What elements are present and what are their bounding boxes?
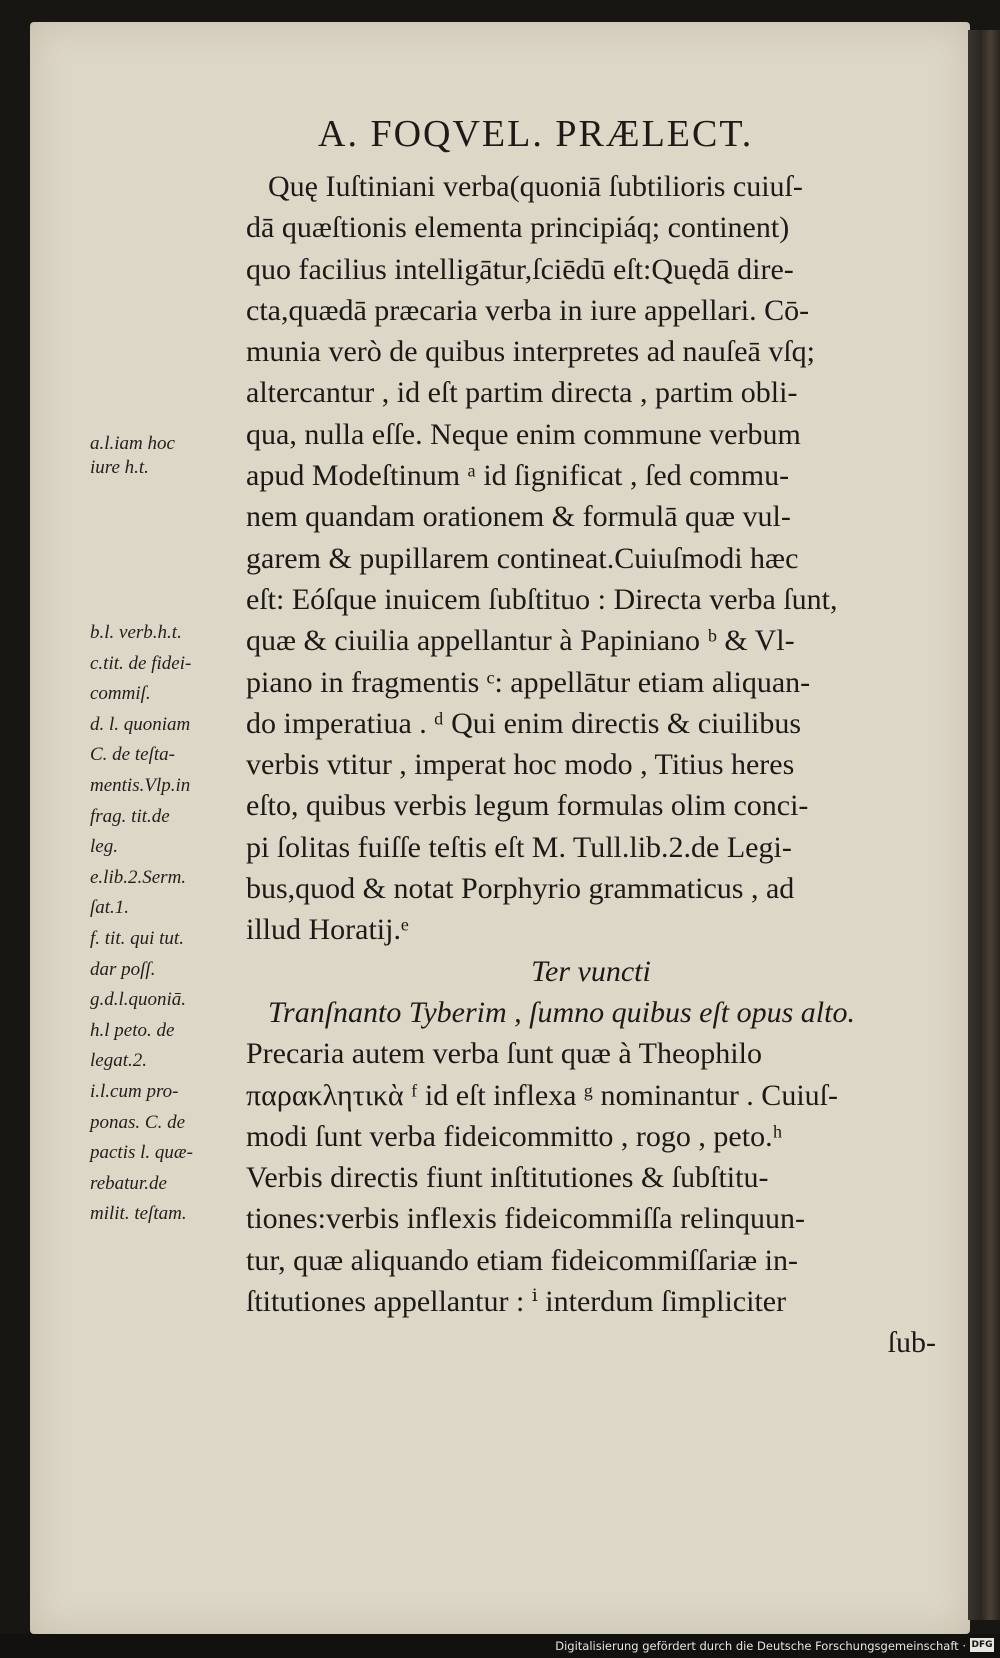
text-line: apud Modeſtinum ᵃ id ſignificat , ſed commu- bbox=[246, 459, 790, 493]
text-line: munia verò de quibus interpretes ad nauſeā vſq; bbox=[246, 335, 815, 369]
margin-note: frag. tit.de bbox=[90, 805, 170, 827]
margin-note: ſat.1. bbox=[90, 897, 130, 919]
text-line: cta,quædā præcaria verba in iure appellari. Cō- bbox=[246, 293, 810, 327]
text-line: tur, quæ aliquando etiam fideicommiſſariæ in- bbox=[246, 1243, 799, 1277]
text-line: eſt: Eóſque inuicem ſubſtituo : Directa verba ſunt, bbox=[246, 582, 838, 616]
text-line: παρακλητικὰ ᶠ id eſt inflexa ᵍ nominantur . Cuiuſ- bbox=[246, 1078, 838, 1112]
verse-line: Tranſnanto Tyberim , ſumno quibus eſt opus alto. bbox=[268, 995, 855, 1029]
text-line: do imperatiua . ᵈ Qui enim directis & ciuilibus bbox=[246, 706, 802, 740]
verse-heading: Ter vuncti bbox=[531, 954, 651, 988]
margin-note: rebatur.de bbox=[90, 1172, 167, 1194]
margin-note: iure h.t. bbox=[90, 457, 149, 478]
margin-note: legat.2. bbox=[90, 1050, 147, 1072]
margin-note: g.d.l.quoniā. bbox=[90, 989, 187, 1011]
footer-bar bbox=[0, 1634, 1000, 1658]
margin-note: pactis l. quæ- bbox=[90, 1142, 193, 1164]
text-line: garem & pupillarem contineat.Cuiuſmodi hæc bbox=[246, 541, 799, 575]
text-line: eſto, quibus verbis legum formulas olim conci- bbox=[246, 789, 809, 823]
margin-notes-a bbox=[90, 432, 250, 480]
text-line: piano in fragmentis ᶜ: appellātur etiam aliquan- bbox=[246, 665, 811, 699]
text-line: dā quæſtionis elementa principiáq; continent) bbox=[246, 211, 790, 245]
margin-note: dar poſſ. bbox=[90, 958, 156, 980]
text-line: pi ſolitas fuiſſe teſtis eſt M. Tull.lib.2.de Legi- bbox=[246, 830, 792, 864]
text-line: illud Horatij.ᵉ bbox=[246, 913, 409, 947]
text-line: Quę Iuſtiniani verba(quoniā ſubtilioris cuiuſ- bbox=[268, 170, 803, 203]
margin-note: i.l.cum pro- bbox=[90, 1080, 179, 1102]
text-line: altercantur , id eſt partim directa , partim obli- bbox=[246, 376, 798, 410]
text-line: tiones:verbis inflexis fideicommiſſa relinquun- bbox=[246, 1202, 806, 1236]
text-line: Verbis directis fiunt inſtitutiones & ſubſtitu- bbox=[246, 1161, 769, 1195]
margin-note: commiſ. bbox=[90, 683, 151, 705]
text-line: verbis vtitur , imperat hoc modo , Titius heres bbox=[246, 748, 795, 782]
running-header: A. FOQVEL. PRÆLECT. bbox=[318, 113, 754, 155]
text-line: ſtitutiones appellantur : ⁱ interdum ſimpliciter bbox=[246, 1285, 787, 1319]
margin-note: ponas. C. de bbox=[90, 1111, 185, 1133]
margin-note: h.l peto. de bbox=[90, 1019, 175, 1041]
catchword: ſub- bbox=[887, 1326, 936, 1360]
text-line: nem quandam orationem & formulā quæ vul- bbox=[246, 500, 791, 534]
text-line: modi ſunt verba fideicommitto , rogo , peto.ʰ bbox=[246, 1119, 783, 1153]
body-text bbox=[246, 166, 936, 1364]
margin-note: d. l. quoniam bbox=[90, 713, 191, 735]
margin-note: C. de teſta- bbox=[90, 744, 175, 766]
text-line: Precaria autem verba ſunt quæ à Theophilo bbox=[246, 1037, 762, 1071]
margin-note: mentis.Vlp.in bbox=[90, 774, 191, 796]
dfg-logo: DFG bbox=[971, 1640, 993, 1650]
text-line: quo facilius intelligātur,ſciēdū eſt:Quędā dire- bbox=[246, 252, 794, 286]
margin-note: c.tit. de fidei- bbox=[90, 652, 192, 674]
text-line: qua, nulla eſſe. Neque enim commune verbum bbox=[246, 417, 801, 451]
margin-note: f. tit. qui tut. bbox=[90, 927, 184, 949]
margin-notes-b bbox=[90, 618, 250, 1230]
margin-note: a.l.iam hoc bbox=[90, 433, 175, 454]
margin-note: leg. bbox=[90, 836, 118, 858]
margin-note: milit. teſtam. bbox=[90, 1203, 187, 1225]
text-line: bus,quod & notat Porphyrio grammaticus , ad bbox=[246, 872, 795, 906]
book-gutter bbox=[968, 30, 1000, 1620]
margin-note: e.lib.2.Serm. bbox=[90, 866, 187, 888]
funding-note: Digitalisierung gefördert durch die Deutsche Forschungsgemeinschaft · bbox=[555, 1639, 966, 1653]
text-line: quæ & ciuilia appellantur à Papiniano ᵇ & Vl- bbox=[246, 624, 795, 658]
margin-note: b.l. verb.h.t. bbox=[90, 622, 182, 643]
